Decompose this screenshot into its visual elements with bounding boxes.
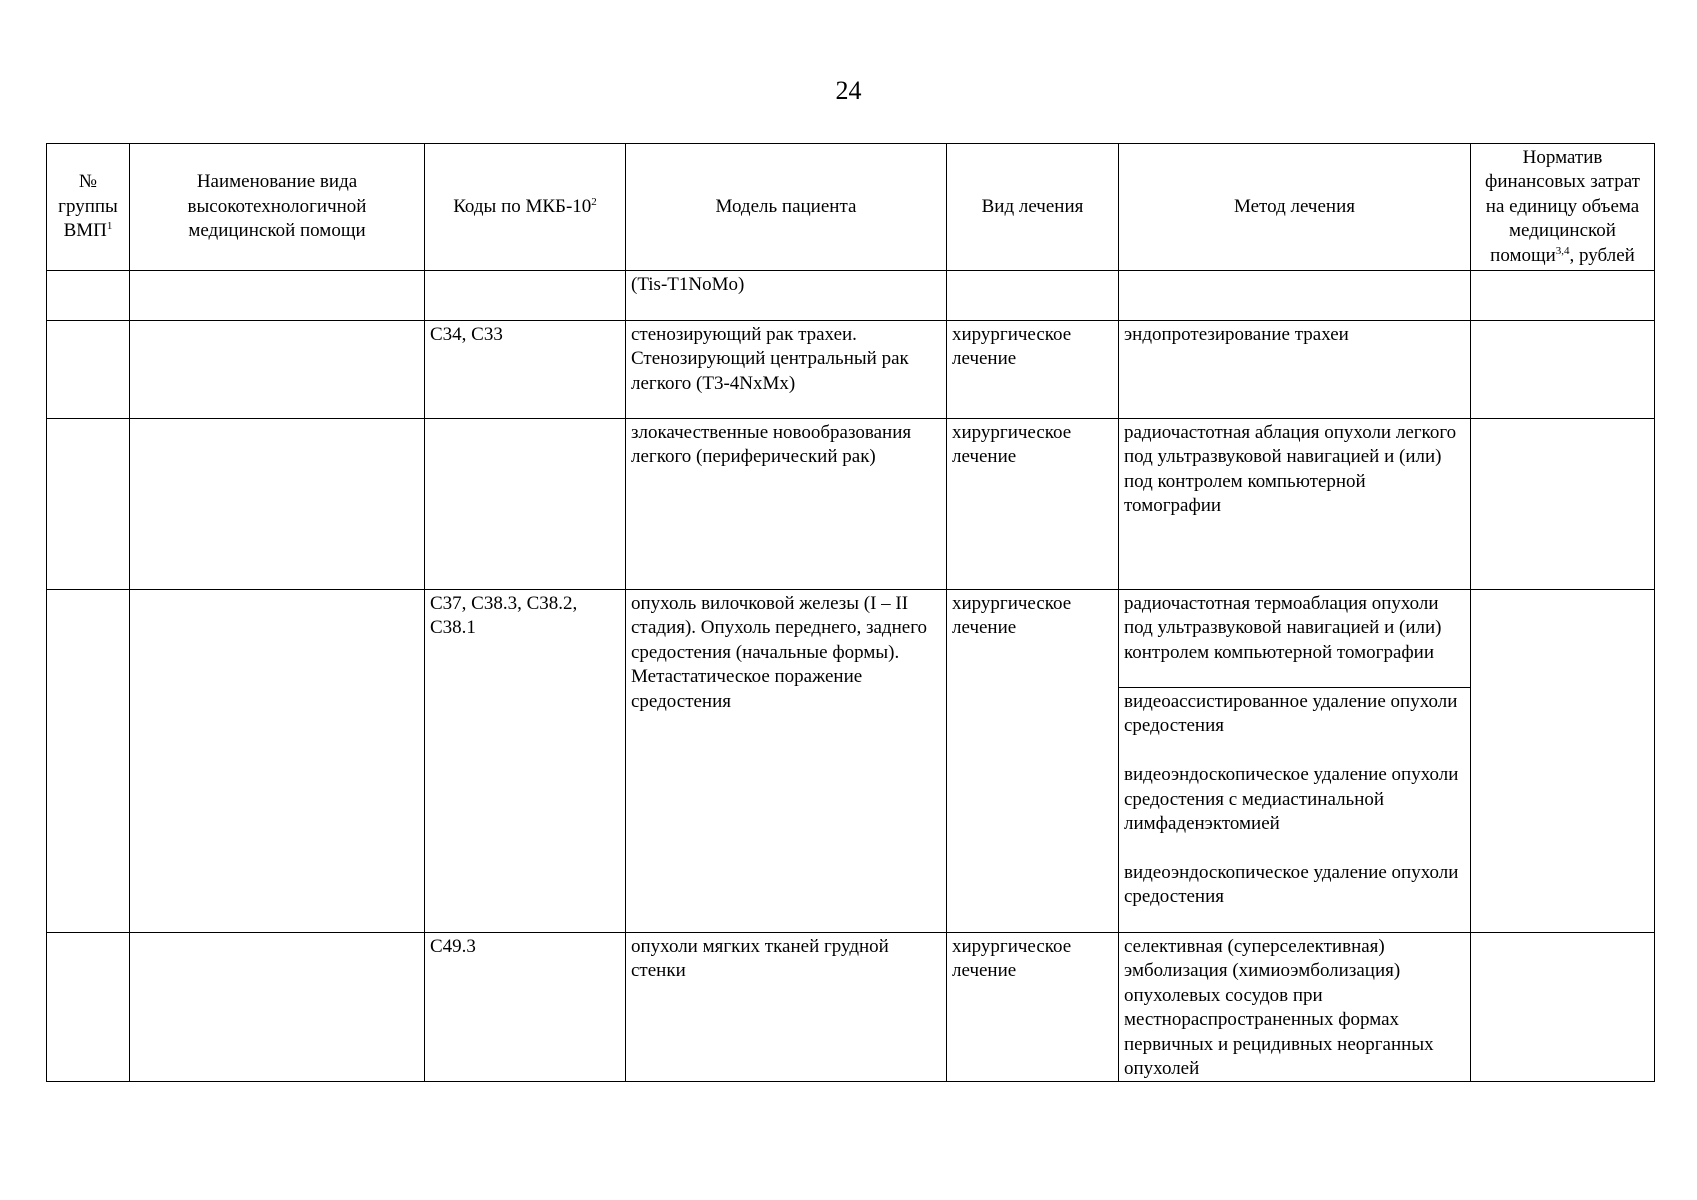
method-cell: радиочастотная термоаблация опухоли под ультразвуковой навигацией и (или) контролем компьютерной томографии <box>1119 590 1471 688</box>
method-cell <box>1119 271 1471 321</box>
cost-cell <box>1471 271 1655 321</box>
table-row <box>47 419 1655 590</box>
care-type-cell <box>130 271 425 321</box>
table-row <box>47 590 1655 688</box>
codes-cell: С34, С33 <box>425 321 626 419</box>
header-group-number: № группы ВМП$^1$ <box>47 144 130 271</box>
method-cell <box>1119 688 1471 933</box>
treatment-cell: хирургическое лечение <box>947 933 1119 1082</box>
group-cell <box>47 321 130 419</box>
group-cell <box>47 933 130 1082</box>
header-row <box>47 144 1655 271</box>
group-cell <box>47 271 130 321</box>
method-item: видеоэндоскопическое удаление опухоли средостения <box>1124 861 1459 908</box>
cost-cell <box>1471 419 1655 590</box>
care-type-cell <box>130 933 425 1082</box>
method-item: видеоэндоскопическое удаление опухоли средостения с медиастинальной лимфаденэктомией <box>1124 764 1459 835</box>
treatment-cell: хирургическое лечение <box>947 321 1119 419</box>
codes-cell <box>425 419 626 590</box>
care-type-cell <box>130 419 425 590</box>
treatment-cell <box>947 271 1119 321</box>
cost-cell <box>1471 590 1655 933</box>
model-cell: стенозирующий рак трахеи. Стенозирующий центральный рак легкого (Т3-4NxMx) <box>626 321 947 419</box>
table-row <box>47 321 1655 419</box>
header-patient-model: Модель пациента <box>626 144 947 271</box>
method-item: видеоассистированное удаление опухоли средостения <box>1124 691 1458 737</box>
group-cell <box>47 419 130 590</box>
cost-cell <box>1471 933 1655 1082</box>
codes-cell: С49.3 <box>425 933 626 1082</box>
codes-cell <box>425 271 626 321</box>
header-icd-codes: Коды по МКБ-$10^2$ <box>425 144 626 271</box>
header-treatment-method: Метод лечения <box>1119 144 1471 271</box>
header-treatment-type: Вид лечения <box>947 144 1119 271</box>
care-type-cell <box>130 590 425 933</box>
page-number: 24 <box>835 76 862 105</box>
method-cell: селективная (суперселективная) эмболизация (химиоэмболизация) опухолевых сосудов при местнораспространенных формах первичных и рецидивных неорганных опухолей <box>1119 933 1471 1082</box>
model-cell: опухоли мягких тканей грудной стенки <box>626 933 947 1082</box>
model-cell: злокачественные новообразования легкого (периферический рак) <box>626 419 947 590</box>
model-cell: (Tis-T1NoMo) <box>626 271 947 321</box>
codes-cell: С37, С38.3, С38.2, С38.1 <box>425 590 626 933</box>
method-cell: эндопротезирование трахеи <box>1119 321 1471 419</box>
table-row <box>47 271 1655 321</box>
treatment-cell: хирургическое лечение <box>947 590 1119 933</box>
cost-cell <box>1471 321 1655 419</box>
model-cell: опухоль вилочковой железы (I – II стадия). Опухоль переднего, заднего средостения (начальные формы). Метастатическое поражение средостения <box>626 590 947 933</box>
method-cell: радиочастотная аблация опухоли легкого под ультразвуковой навигацией и (или) под контролем компьютерной томографии <box>1119 419 1471 590</box>
vmp-table <box>46 143 1655 1082</box>
header-cost-norm: Норматив финансовых затрат на единицу объема медицинской помощи$^{3,4}$, рублей <box>1471 144 1655 271</box>
care-type-cell <box>130 321 425 419</box>
treatment-cell: хирургическое лечение <box>947 419 1119 590</box>
table-row <box>47 933 1655 1082</box>
header-care-type: Наименование вида высокотехнологичной медицинской помощи <box>130 144 425 271</box>
group-cell <box>47 590 130 933</box>
